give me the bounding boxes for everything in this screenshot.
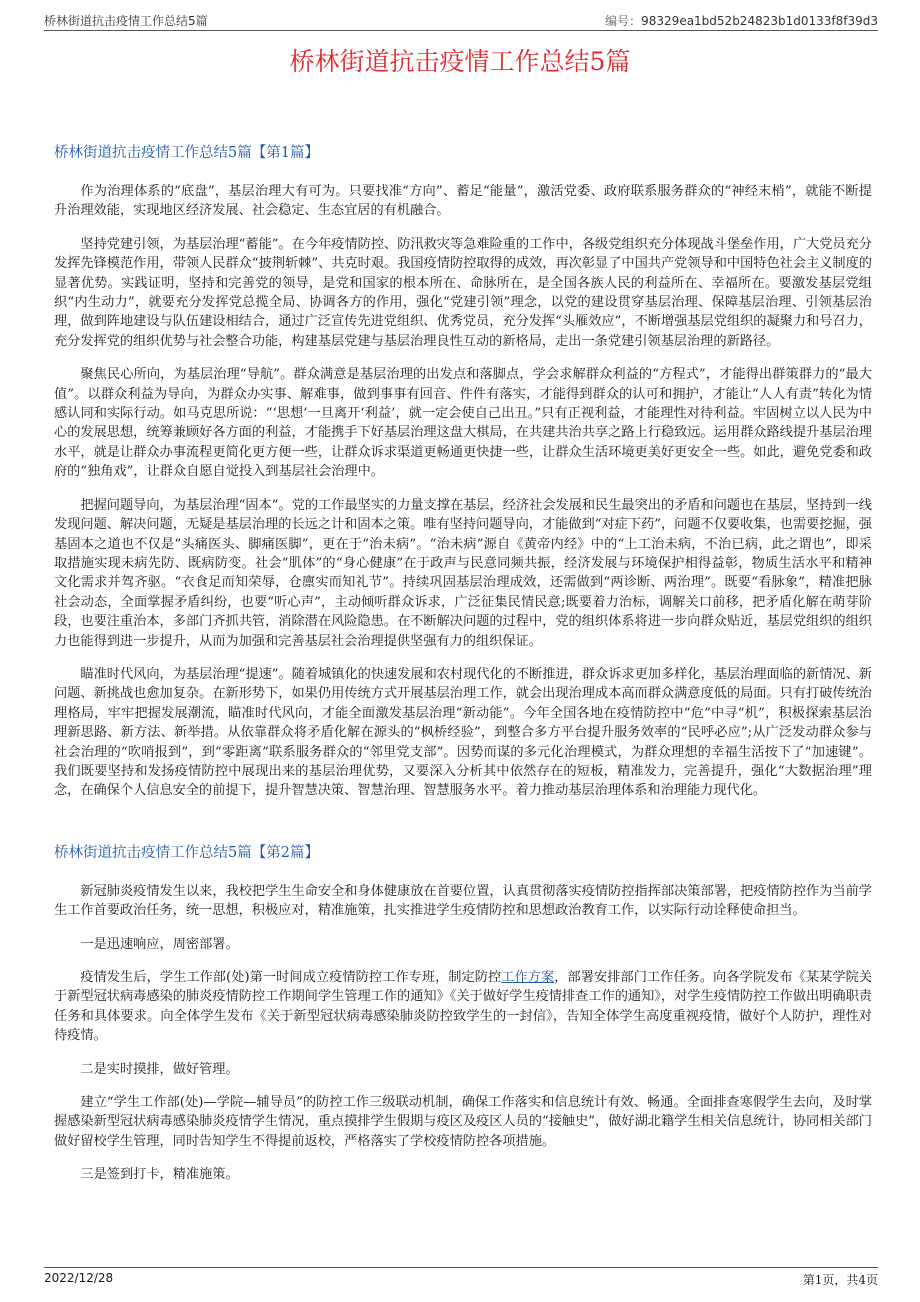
section-2-heading: 桥林街道抗击疫情工作总结5篇【第2篇】	[54, 844, 319, 861]
page-header	[44, 12, 878, 31]
paragraph: 二是实时摸排，做好管理。	[80, 1061, 239, 1077]
paragraph: 坚持党建引领，为基层治理“蓄能”。在今年疫情防控、防汛救灾等急难险重的工作中，各级党组织充分体现战斗堡垒作用，广大党员充分发挥先锋模范作用，带领人民群众“披荆斩棘”、共克时艰。我国疫情防控取得的成效，再次彰显了中国共产党领导和中国特色社会主义制度的显著优势。实践证明，坚持和完善党的领导，是党和国家的根本所在、命脉所在，是全国各族人民的利益所在、幸福所在。要激发基层党组织“内生动力”，就要充分发挥党总揽全局、协调各方的作用，强化“党建引领”理念，以党的建设贯穿基层治理、保障基层治理、引领基层治理，做到阵地建设与队伍建设相结合，通过广泛宣传先进党组织、优秀党员，充分发挥“头雁效应”，不断增强基层党组织的凝聚力和号召力，充分发挥党的组织优势与社会整合功能，构建基层党建与基层治理良性互动的新格局，走出一条党建引领基层治理的新路径。	[54, 236, 872, 349]
header-code-value: 98329ea1bd52b24823b1d0133f8f39d3	[641, 14, 878, 28]
footer-page-info: 第1页，共4页	[802, 1273, 878, 1287]
paragraph: 瞄准时代风向，为基层治理“提速”。随着城镇化的快速发展和农村现代化的不断推进，群众诉求更加多样化，基层治理面临的新情况、新问题、新挑战也愈加复杂。在新形势下，如果仍用传统方式开展基层治理工作，就会出现治理成本高而群众满意度低的局面。只有打破传统治理格局，牢牢把握发展潮流，瞄准时代风向，才能全面激发基层治理“新动能”。今年全国各地在疫情防控中“危”中寻“机”，积极探索基层治理新思路、新方法、新举措。从依靠群众将矛盾化解在源头的“枫桥经验”，到整合多方平台提升服务效率的“民呼必应”;从广泛发动群众参与社会治理的“吹哨报到”，到“零距离”联系服务群众的“邻里党支部”。因势而谋的多元化治理模式，为群众理想的幸福生活按下了“加速键”。我们既要坚持和发扬疫情防控中展现出来的基层治理优势，又要深入分析其中依然存在的短板，精准发力，完善提升，强化“大数据治理”理念，在确保个人信息安全的前提下，提升智慧决策、智慧治理、智慧服务水平。着力推动基层治理体系和治理能力现代化。	[54, 666, 872, 799]
link-para-before: 疫情发生后，学生工作部(处)第一时间成立疫情防控工作专班，制定防控	[80, 970, 502, 985]
page-footer	[44, 1267, 878, 1289]
paragraph: 三是签到打卡，精准施策。	[80, 1167, 239, 1183]
link-para-after: ，部署安排部门工作任务。向各学院发布《某某学院关于新型冠状病毒感染的肺炎疫情防控工作期间学生管理工作的通知》《关于做好学生疫情排查工作的通知》，对学生疫情防控工作做出明确职责任务和具体要求。向全体学生发布《关于新型冠状病毒感染肺炎防控致学生的一封信》，告知全体学生高度重视疫情，做好个人防护，理性对待疫情。	[54, 970, 872, 1044]
paragraph: 作为治理体系的“底盘”，基层治理大有可为。只要找准“方向”、蓄足“能量”，激活党委、政府联系服务群众的“神经末梢”，就能不断提升治理效能，实现地区经济发展、社会稳定、生态宜居的有机融合。	[54, 184, 872, 219]
work-plan-link[interactable]: 工作方案	[501, 970, 555, 985]
paragraph: 新冠肺炎疫情发生以来，我校把学生生命安全和身体健康放在首要位置，认真贯彻落实疫情防控指挥部决策部署，把疫情防控作为当前学生工作首要政治任务，统一思想，积极应对，精准施策，扎实推进学生疫情防控和思想政治教育工作，以实际行动诠释使命担当。	[54, 883, 872, 919]
header-doc-name: 桥林街道抗击疫情工作总结5篇	[44, 14, 208, 28]
section-1-heading: 桥林街道抗击疫情工作总结5篇【第1篇】	[54, 145, 319, 161]
document-body	[54, 142, 872, 1199]
header-code	[605, 12, 878, 29]
footer-date: 2022/12/28	[44, 1271, 114, 1285]
paragraph: 把握问题导向，为基层治理“固本”。党的工作最坚实的力量支撑在基层，经济社会发展和民生最突出的矛盾和问题也在基层，坚持到一线发现问题、解决问题，无疑是基层治理的长远之计和固本之策。唯有坚持问题导向，才能做到“对症下药”，问题不仅要收集，也需要挖掘，强基固本之道也不仅是“头痛医头、脚痛医脚”，更在于“治未病”。“治未病”源自《黄帝内经》中的“上工治未病，不治已病，此之谓也”，即采取措施实现未病先防、既病防变。社会“肌体”的“身心健康”在于政声与民意同频共振，经济发展与环境保护相得益彰，物质生活水平和精神文化需求并驾齐驱。“衣食足而知荣辱，仓廪实而知礼节”。持续巩固基层治理成效，还需做到“两诊断、两治理”。既要“看脉象”，精准把脉社会动态，全面掌握矛盾纠纷，也要“听心声”，主动倾听群众诉求，广泛征集民情民意;既要着力治标，调解关口前移，把矛盾化解在萌芽阶段，也要注重治本，多部门齐抓共管，消除潜在风险隐患。在不断解决问题的过程中，党的组织体系将进一步向群众贴近，基层党组织的组织力也能得到进一步提升，从而为加强和完善基层社会治理提供坚强有力的组织保证。	[54, 497, 872, 649]
paragraph-with-link	[54, 968, 872, 1046]
paragraph: 建立“学生工作部(处)—学院—辅导员”的防控工作三级联动机制，确保工作落实和信息统计有效、畅通。全面排查寒假学生去向，及时掌握感染新型冠状病毒感染肺炎疫情学生情况，重点摸排学生假期与疫区及疫区人员的“接触史”，做好湖北籍学生相关信息统计，协同相关部门做好留校学生管理，同时告知学生不得提前返校，严格落实了学校疫情防控各项措施。	[54, 1095, 872, 1149]
paragraph: 聚焦民心所向，为基层治理“导航”。群众满意是基层治理的出发点和落脚点，学会求解群众利益的“方程式”，才能得出群策群力的“最大值”。以群众利益为导向，为群众办实事、解难事，做到事事有回音、件件有落实，才能得到群众的认可和拥护，才能让“人人有责”转化为情感认同和实际行动。如马克思所说：“‘思想’一旦离开‘利益’，就一定会使自己出丑。”只有正视利益，才能理性对待利益。牢固树立以人民为中心的发展思想，统筹兼顾好各方面的利益，才能携手下好基层治理这盘大棋局，在共建共治共享之路上行稳致远。运用群众路线提升基层治理水平，就是让群众办事流程更简化更方便一些，让群众诉求渠道更畅通更快捷一些，让群众生活环境更美好更安全一些。如此，避免党委和政府的“独角戏”，让群众自愿自觉投入到基层社会治理中。	[54, 367, 872, 480]
header-code-label: 编号：	[605, 14, 642, 28]
document-title: 桥林街道抗击疫情工作总结5篇	[289, 47, 631, 76]
paragraph: 一是迅速响应，周密部署。	[80, 936, 239, 952]
